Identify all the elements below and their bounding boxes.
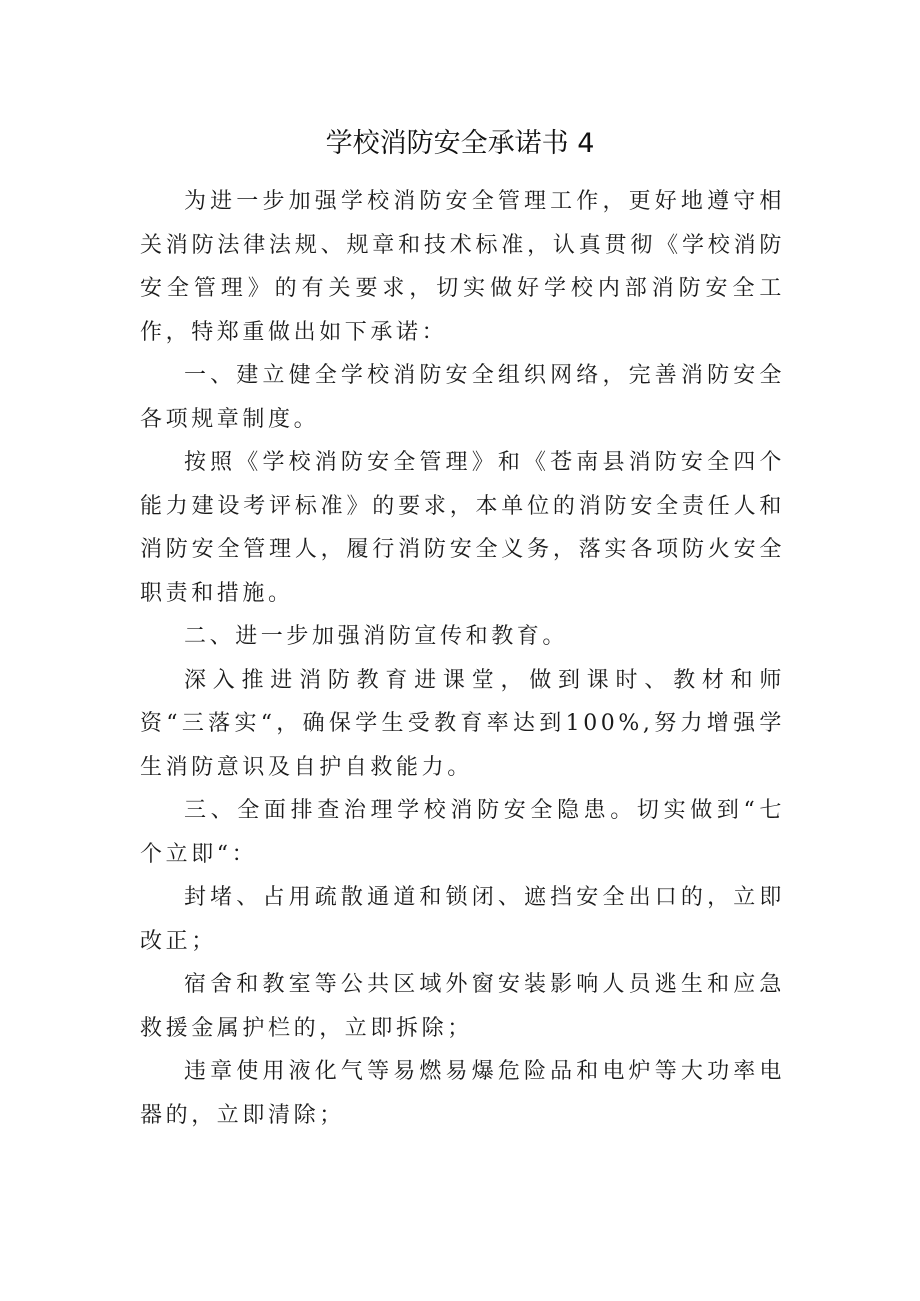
body-paragraph: 按照《学校消防安全管理》和《苍南县消防安全四个能力建设考评标准》的要求，本单位的消防安全责任人和消防安全管理人，履行消防安全义务，落实各项防火安全职责和措施。 xyxy=(140,450,785,606)
section-heading-1: 一、建立健全学校消防安全组织网络，完善消防安全各项规章制度。 xyxy=(140,363,785,432)
list-item: 违章使用液化气等易燃易爆危险品和电炉等大功率电器的，立即清除； xyxy=(140,1059,785,1128)
list-item: 封堵、占用疏散通道和锁闭、遮挡安全出口的，立即改正； xyxy=(140,885,785,954)
section-heading-3: 三、全面排查治理学校消防安全隐患。切实做到“七个立即“： xyxy=(140,798,785,867)
intro-paragraph: 为进一步加强学校消防安全管理工作，更好地遵守相关消防法律法规、规章和技术标准，认真贯彻《学校消防安全管理》的有关要求，切实做好学校内部消防安全工作，特郑重做出如下承诺： xyxy=(140,189,785,345)
document-body xyxy=(140,180,785,1137)
list-item: 宿舍和教室等公共区域外窗安装影响人员逃生和应急救援金属护栏的，立即拆除； xyxy=(140,972,785,1041)
document-title: 学校消防安全承诺书 4 xyxy=(325,128,595,159)
body-paragraph: 深入推进消防教育进课堂，做到课时、教材和师资“三落实“，确保学生受教育率达到100%,努力增强学生消防意识及自护自救能力。 xyxy=(140,667,785,780)
section-heading-2: 二、进一步加强消防宣传和教育。 xyxy=(184,624,569,649)
